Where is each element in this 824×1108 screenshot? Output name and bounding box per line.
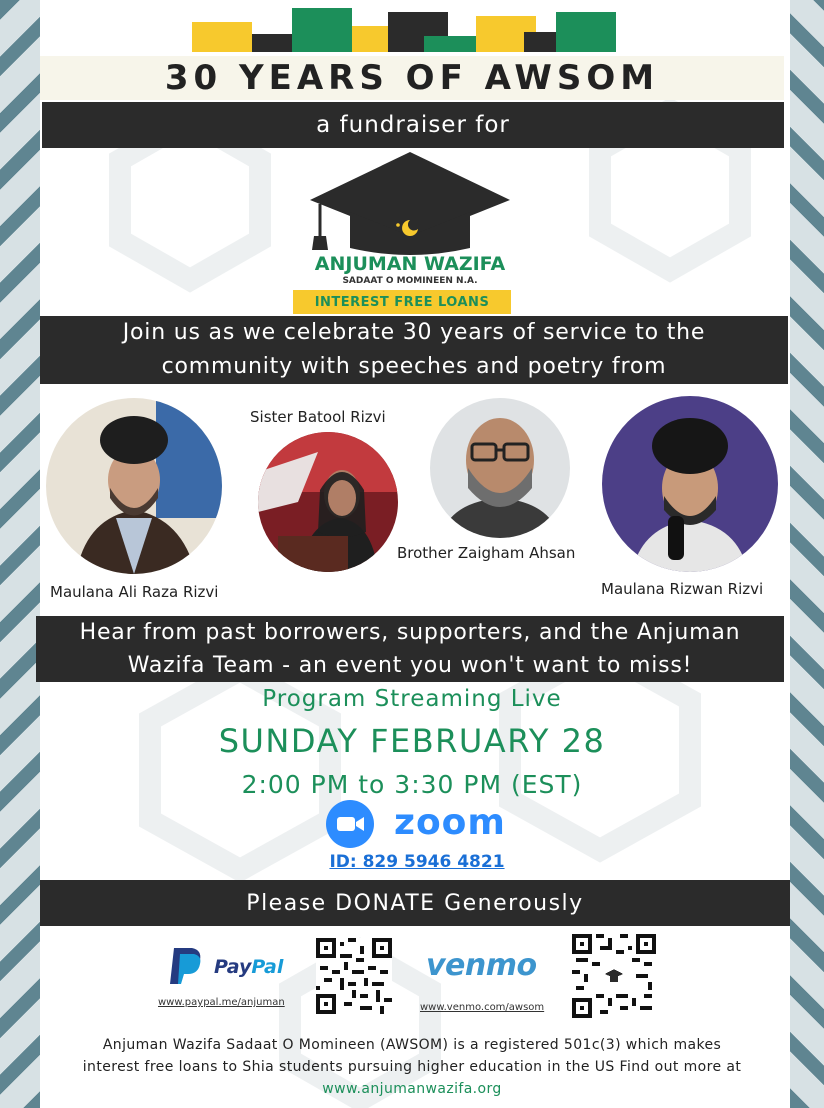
intro-line-1: Join us as we celebrate 30 years of service to the [122,320,706,345]
website-link[interactable]: www.anjumanwazifa.org [322,1081,502,1097]
zoom-meeting-id[interactable]: ID: 829 5946 4821 [329,852,505,872]
left-pattern-border [0,0,40,1108]
hear-line-1: Hear from past borrowers, supporters, and the Anjuman [79,620,741,645]
interest-free-loans-badge: INTEREST FREE LOANS [293,290,511,314]
intro-banner [40,316,788,384]
fundraiser-banner [42,102,784,148]
speaker-name-rizwan: Maulana Rizwan Rizvi [601,580,764,598]
paypal-logo[interactable] [166,946,306,986]
paypal-qr-code [316,938,392,1014]
event-date: SUNDAY FEBRUARY 28 [218,722,606,760]
speaker-photo-ali-raza [46,398,222,574]
speaker-photo-rizwan [602,396,778,572]
streaming-label: Program Streaming Live [262,686,562,712]
footer-line-2: interest free loans to Shia students pursuing higher education in the US Find out more at [82,1059,742,1075]
logo-name: ANJUMAN WAZIFA [314,253,506,275]
speaker-name-batool: Sister Batool Rizvi [250,408,386,426]
paypal-link[interactable]: www.paypal.me/anjuman [158,997,285,1008]
speaker-photo-zaigham [430,398,570,538]
paypal-word-pal: Pal [251,956,284,978]
right-pattern-border [790,0,824,1108]
venmo-qr-code [572,934,656,1018]
hear-line-2: Wazifa Team - an event you won't want to miss! [127,653,693,678]
donate-banner [40,880,790,926]
page-title: 30 YEARS OF AWSOM [164,58,660,98]
hear-banner [36,616,784,682]
fundraiser-text: a fundraiser for [316,112,510,138]
paypal-word-pay: Pay [214,956,252,978]
top-color-blocks [192,8,616,52]
donate-heading: Please DONATE Generously [246,890,584,916]
zoom-wordmark: zoom [394,802,506,843]
paypal-icon [166,946,206,986]
speaker-name-zaigham: Brother Zaigham Ahsan [397,544,576,562]
venmo-logo[interactable]: venmo [426,948,537,983]
footer-line-1: Anjuman Wazifa Sadaat O Momineen (AWSOM) is a registered 501c(3) which makes [102,1037,722,1053]
title-banner [40,56,784,100]
event-time: 2:00 PM to 3:30 PM (EST) [241,770,583,799]
logo-subtitle: SADAAT O MOMINEEN N.A. [342,276,478,286]
intro-line-2: community with speeches and poetry from [161,354,667,379]
speaker-name-ali-raza: Maulana Ali Raza Rizvi [50,583,219,601]
footer [40,1034,784,1100]
zoom-camera-icon [326,800,374,848]
venmo-link[interactable]: www.venmo.com/awsom [420,1002,545,1013]
speaker-photo-batool [258,432,398,572]
zoom-logo[interactable] [326,800,510,848]
